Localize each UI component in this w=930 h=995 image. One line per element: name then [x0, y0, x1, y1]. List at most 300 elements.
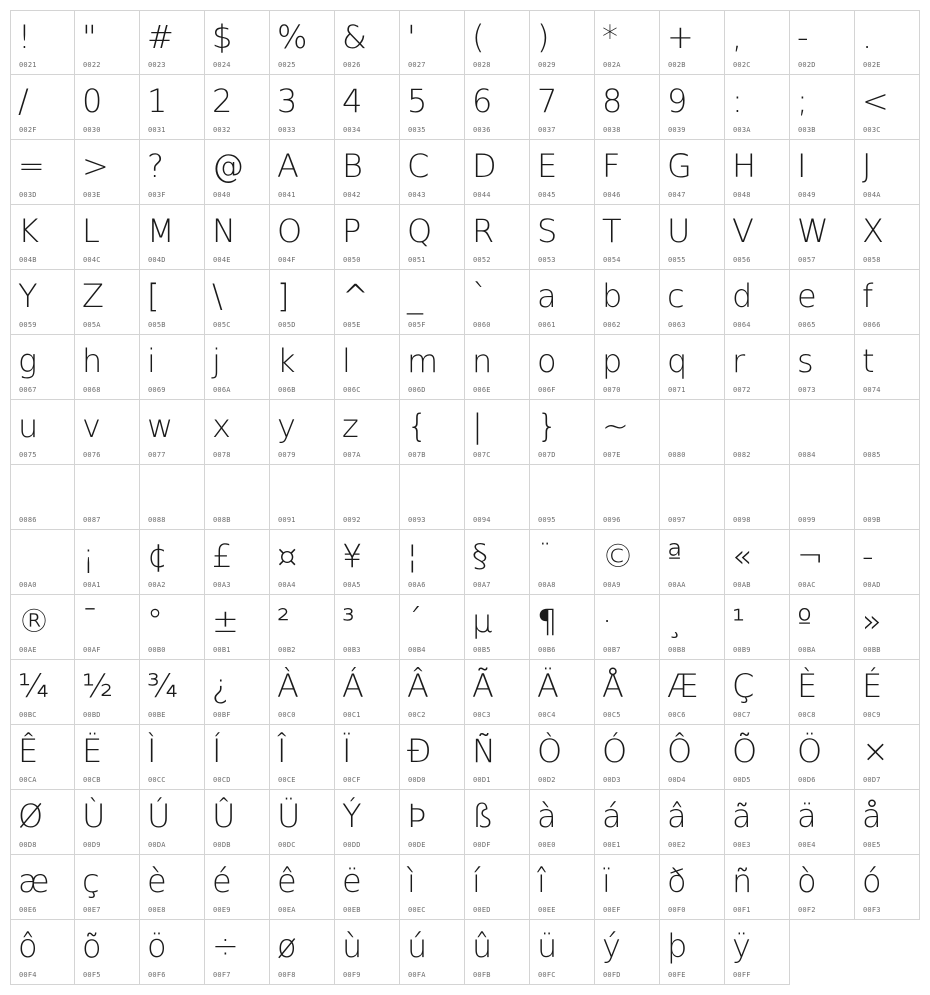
glyph-cell[interactable]: [140, 335, 205, 400]
glyph-cell[interactable]: [725, 790, 790, 855]
glyph-cell[interactable]: [465, 400, 530, 465]
glyph-cell[interactable]: [790, 530, 855, 595]
glyph-cell[interactable]: [335, 270, 400, 335]
glyph-codepoint: 0021: [19, 61, 37, 69]
glyph-cell[interactable]: [270, 790, 335, 855]
glyph-cell[interactable]: [270, 205, 335, 270]
glyph-cell[interactable]: [75, 400, 140, 465]
glyph-cell[interactable]: [660, 140, 725, 205]
glyph-char: ·: [602, 602, 613, 640]
glyph-cell[interactable]: [465, 790, 530, 855]
glyph-codepoint: 0087: [83, 516, 101, 524]
glyph-cell[interactable]: [75, 790, 140, 855]
glyph-cell[interactable]: [335, 465, 400, 530]
glyph-cell[interactable]: [595, 790, 660, 855]
glyph-cell[interactable]: [140, 790, 205, 855]
glyph-cell[interactable]: [595, 75, 660, 140]
glyph-cell[interactable]: [400, 790, 465, 855]
glyph-codepoint: 0084: [798, 451, 816, 459]
glyph-cell[interactable]: [855, 465, 920, 530]
glyph-cell[interactable]: [530, 790, 595, 855]
glyph-codepoint: 00DE: [408, 841, 426, 849]
glyph-cell[interactable]: [10, 595, 75, 660]
glyph-char: ¬: [797, 537, 824, 575]
glyph-cell[interactable]: [790, 790, 855, 855]
glyph-codepoint: 0031: [148, 126, 166, 134]
glyph-cell[interactable]: [530, 465, 595, 530]
glyph-cell[interactable]: [140, 725, 205, 790]
glyph-cell[interactable]: [595, 595, 660, 660]
glyph-cell[interactable]: [790, 465, 855, 530]
glyph-codepoint: 00A0: [19, 581, 37, 589]
glyph-cell[interactable]: [335, 335, 400, 400]
glyph-cell[interactable]: [335, 10, 400, 75]
glyph-cell[interactable]: [660, 855, 725, 920]
glyph-cell[interactable]: [725, 140, 790, 205]
glyph-cell[interactable]: [205, 725, 270, 790]
glyph-cell[interactable]: [400, 140, 465, 205]
glyph-cell[interactable]: [855, 725, 920, 790]
glyph-cell[interactable]: [855, 660, 920, 725]
glyph-cell[interactable]: [660, 465, 725, 530]
glyph-codepoint: 00CA: [19, 776, 37, 784]
glyph-char: ©: [602, 537, 634, 575]
glyph-cell[interactable]: [205, 205, 270, 270]
glyph-cell[interactable]: [530, 400, 595, 465]
glyph-cell[interactable]: [855, 205, 920, 270]
glyph-char: ×: [862, 732, 889, 770]
glyph-cell[interactable]: [205, 920, 270, 985]
glyph-cell[interactable]: [530, 855, 595, 920]
glyph-char: A: [277, 147, 299, 185]
glyph-cell[interactable]: [530, 530, 595, 595]
glyph-cell[interactable]: [660, 530, 725, 595]
glyph-cell[interactable]: [10, 140, 75, 205]
glyph-cell[interactable]: [790, 855, 855, 920]
glyph-cell[interactable]: [790, 75, 855, 140]
glyph-char: ý: [602, 927, 621, 965]
glyph-cell[interactable]: [465, 855, 530, 920]
glyph-cell[interactable]: [10, 920, 75, 985]
glyph-cell[interactable]: [10, 725, 75, 790]
glyph-cell[interactable]: [10, 530, 75, 595]
glyph-char: ¨: [537, 537, 553, 575]
glyph-cell[interactable]: [400, 725, 465, 790]
glyph-char: Ò: [537, 732, 563, 770]
glyph-char: ^: [342, 277, 369, 315]
glyph-cell[interactable]: [530, 10, 595, 75]
glyph-char: !: [18, 18, 31, 56]
glyph-cell[interactable]: [10, 790, 75, 855]
glyph-codepoint: 00F1: [733, 906, 751, 914]
glyph-codepoint: 00BA: [798, 646, 816, 654]
glyph-char: µ: [472, 602, 493, 640]
glyph-cell[interactable]: [725, 335, 790, 400]
glyph-codepoint: 0068: [83, 386, 101, 394]
glyph-codepoint: 00AB: [733, 581, 751, 589]
glyph-char: L: [82, 212, 100, 250]
glyph-cell[interactable]: [270, 855, 335, 920]
glyph-cell[interactable]: [465, 205, 530, 270]
glyph-codepoint: 004F: [278, 256, 296, 264]
glyph-cell[interactable]: [140, 10, 205, 75]
glyph-cell[interactable]: [270, 725, 335, 790]
glyph-cell[interactable]: [335, 790, 400, 855]
glyph-char: Z: [82, 277, 104, 315]
glyph-cell[interactable]: [595, 400, 660, 465]
glyph-cell[interactable]: [660, 270, 725, 335]
glyph-cell[interactable]: [400, 75, 465, 140]
glyph-cell[interactable]: [465, 270, 530, 335]
glyph-cell[interactable]: [205, 10, 270, 75]
glyph-cell[interactable]: [725, 465, 790, 530]
glyph-cell[interactable]: [335, 205, 400, 270]
glyph-cell[interactable]: [270, 920, 335, 985]
glyph-cell[interactable]: [400, 335, 465, 400]
glyph-cell[interactable]: [335, 855, 400, 920]
glyph-cell[interactable]: [335, 140, 400, 205]
glyph-cell[interactable]: [790, 10, 855, 75]
glyph-cell[interactable]: [335, 725, 400, 790]
glyph-cell[interactable]: [400, 530, 465, 595]
glyph-cell[interactable]: [335, 75, 400, 140]
glyph-codepoint: 004A: [863, 191, 881, 199]
glyph-cell[interactable]: [530, 335, 595, 400]
glyph-cell[interactable]: [205, 465, 270, 530]
glyph-cell[interactable]: [205, 270, 270, 335]
glyph-cell[interactable]: [790, 270, 855, 335]
glyph-cell[interactable]: [790, 660, 855, 725]
glyph-cell[interactable]: [400, 595, 465, 660]
glyph-char: Ü: [277, 797, 301, 835]
glyph-codepoint: 005C: [213, 321, 231, 329]
glyph-cell[interactable]: [725, 10, 790, 75]
glyph-cell[interactable]: [140, 205, 205, 270]
glyph-cell[interactable]: [75, 530, 140, 595]
glyph-char: /: [18, 82, 29, 120]
glyph-codepoint: 003D: [19, 191, 37, 199]
glyph-char: â: [667, 797, 687, 835]
glyph-cell[interactable]: [10, 270, 75, 335]
glyph-char: Ú: [147, 797, 171, 835]
glyph-cell[interactable]: [75, 10, 140, 75]
glyph-cell[interactable]: [530, 595, 595, 660]
glyph-cell[interactable]: [335, 595, 400, 660]
glyph-codepoint: 005E: [343, 321, 361, 329]
glyph-cell[interactable]: [465, 335, 530, 400]
glyph-cell[interactable]: [790, 400, 855, 465]
glyph-codepoint: 00DC: [278, 841, 296, 849]
glyph-cell[interactable]: [10, 400, 75, 465]
glyph-codepoint: 00D7: [863, 776, 881, 784]
glyph-codepoint: 00D5: [733, 776, 751, 784]
glyph-cell[interactable]: [790, 595, 855, 660]
glyph-cell[interactable]: [270, 335, 335, 400]
glyph-codepoint: 003B: [798, 126, 816, 134]
glyph-cell[interactable]: [140, 140, 205, 205]
glyph-codepoint: 00EB: [343, 906, 361, 914]
glyph-char: [: [147, 277, 160, 315]
glyph-cell[interactable]: [140, 595, 205, 660]
glyph-codepoint: 00BF: [213, 711, 231, 719]
glyph-cell[interactable]: [465, 660, 530, 725]
glyph-char: É: [862, 667, 883, 705]
glyph-cell[interactable]: [205, 530, 270, 595]
glyph-cell[interactable]: [10, 855, 75, 920]
glyph-cell[interactable]: [400, 10, 465, 75]
glyph-cell[interactable]: [595, 920, 660, 985]
glyph-codepoint: 00B8: [668, 646, 686, 654]
glyph-cell[interactable]: [140, 920, 205, 985]
glyph-char: Ñ: [472, 732, 496, 770]
glyph-char: I: [797, 147, 807, 185]
glyph-cell[interactable]: [855, 140, 920, 205]
glyph-codepoint: 006A: [213, 386, 231, 394]
glyph-char: ²: [277, 602, 290, 640]
glyph-cell[interactable]: [75, 920, 140, 985]
glyph-cell[interactable]: [205, 660, 270, 725]
glyph-codepoint: 0054: [603, 256, 621, 264]
glyph-cell[interactable]: [465, 75, 530, 140]
glyph-cell[interactable]: [335, 920, 400, 985]
glyph-cell[interactable]: [140, 400, 205, 465]
glyph-char: i: [147, 342, 156, 380]
glyph-cell[interactable]: [75, 270, 140, 335]
glyph-cell[interactable]: [270, 465, 335, 530]
glyph-char: P: [342, 212, 362, 250]
glyph-cell[interactable]: [140, 660, 205, 725]
glyph-codepoint: 006E: [473, 386, 491, 394]
glyph-cell[interactable]: [530, 920, 595, 985]
glyph-cell[interactable]: [75, 660, 140, 725]
glyph-codepoint: 00D2: [538, 776, 556, 784]
glyph-char: Æ: [667, 667, 699, 705]
glyph-char: ]: [277, 277, 290, 315]
glyph-cell[interactable]: [595, 205, 660, 270]
glyph-cell[interactable]: [660, 205, 725, 270]
glyph-codepoint: 00BD: [83, 711, 101, 719]
glyph-char: ó: [862, 862, 882, 900]
glyph-cell[interactable]: [400, 270, 465, 335]
glyph-cell[interactable]: [270, 595, 335, 660]
glyph-codepoint: 00E8: [148, 906, 166, 914]
glyph-cell[interactable]: [270, 400, 335, 465]
glyph-cell[interactable]: [465, 140, 530, 205]
glyph-cell[interactable]: [400, 465, 465, 530]
glyph-char: ½: [82, 667, 114, 705]
glyph-cell[interactable]: [725, 400, 790, 465]
glyph-codepoint: 00FD: [603, 971, 621, 979]
glyph-cell[interactable]: [660, 595, 725, 660]
glyph-cell[interactable]: [725, 75, 790, 140]
glyph-cell[interactable]: [725, 530, 790, 595]
glyph-cell[interactable]: [140, 270, 205, 335]
glyph-cell[interactable]: [790, 140, 855, 205]
glyph-codepoint: 007C: [473, 451, 491, 459]
glyph-cell[interactable]: [75, 140, 140, 205]
glyph-codepoint: 007D: [538, 451, 556, 459]
glyph-codepoint: 0024: [213, 61, 231, 69]
glyph-cell[interactable]: [530, 660, 595, 725]
glyph-cell[interactable]: [140, 855, 205, 920]
glyph-cell[interactable]: [725, 725, 790, 790]
glyph-cell[interactable]: [270, 140, 335, 205]
glyph-char: û: [472, 927, 493, 965]
glyph-char: «: [732, 537, 752, 575]
glyph-cell[interactable]: [790, 335, 855, 400]
glyph-cell[interactable]: [530, 140, 595, 205]
glyph-cell[interactable]: [465, 530, 530, 595]
glyph-cell[interactable]: [205, 140, 270, 205]
glyph-cell[interactable]: [660, 725, 725, 790]
glyph-cell[interactable]: [790, 205, 855, 270]
glyph-codepoint: 00C1: [343, 711, 361, 719]
glyph-codepoint: 0041: [278, 191, 296, 199]
glyph-cell[interactable]: [660, 10, 725, 75]
glyph-cell[interactable]: [530, 75, 595, 140]
glyph-cell[interactable]: [660, 75, 725, 140]
glyph-char: 0: [82, 82, 103, 120]
glyph-cell[interactable]: [10, 335, 75, 400]
glyph-cell[interactable]: [725, 855, 790, 920]
glyph-char: ¾: [147, 667, 179, 705]
glyph-cell[interactable]: [10, 660, 75, 725]
glyph-cell[interactable]: [270, 10, 335, 75]
glyph-cell[interactable]: [855, 855, 920, 920]
glyph-char: $: [212, 18, 233, 56]
glyph-cell[interactable]: [660, 335, 725, 400]
glyph-cell[interactable]: [595, 270, 660, 335]
glyph-codepoint: 00EC: [408, 906, 426, 914]
glyph-char: x: [212, 407, 231, 445]
glyph-cell[interactable]: [855, 270, 920, 335]
glyph-cell[interactable]: [855, 530, 920, 595]
glyph-cell[interactable]: [595, 660, 660, 725]
glyph-char: }: [537, 407, 558, 445]
glyph-cell[interactable]: [400, 855, 465, 920]
glyph-codepoint: 0048: [733, 191, 751, 199]
glyph-codepoint: 00BB: [863, 646, 881, 654]
glyph-cell[interactable]: [75, 75, 140, 140]
glyph-cell[interactable]: [595, 140, 660, 205]
glyph-char: q: [667, 342, 688, 380]
glyph-codepoint: 0029: [538, 61, 556, 69]
glyph-cell[interactable]: [270, 75, 335, 140]
glyph-codepoint: 0026: [343, 61, 361, 69]
glyph-cell[interactable]: [335, 400, 400, 465]
glyph-cell[interactable]: [725, 660, 790, 725]
glyph-cell[interactable]: [75, 725, 140, 790]
glyph-codepoint: 00C3: [473, 711, 491, 719]
glyph-cell[interactable]: [660, 660, 725, 725]
glyph-cell[interactable]: [205, 75, 270, 140]
glyph-cell[interactable]: [725, 920, 790, 985]
glyph-cell[interactable]: [270, 660, 335, 725]
glyph-cell[interactable]: [530, 270, 595, 335]
glyph-cell[interactable]: [465, 10, 530, 75]
glyph-cell[interactable]: [595, 530, 660, 595]
glyph-cell[interactable]: [595, 10, 660, 75]
glyph-cell[interactable]: [855, 595, 920, 660]
glyph-cell[interactable]: [75, 855, 140, 920]
glyph-cell[interactable]: [855, 75, 920, 140]
glyph-char: ¸: [667, 602, 683, 640]
glyph-cell[interactable]: [205, 855, 270, 920]
glyph-cell[interactable]: [75, 205, 140, 270]
glyph-cell[interactable]: [75, 595, 140, 660]
glyph-cell[interactable]: [725, 270, 790, 335]
glyph-cell[interactable]: [400, 205, 465, 270]
glyph-codepoint: 002C: [733, 61, 751, 69]
glyph-cell[interactable]: [595, 855, 660, 920]
glyph-cell[interactable]: [790, 725, 855, 790]
glyph-cell[interactable]: [595, 725, 660, 790]
glyph-cell[interactable]: [660, 790, 725, 855]
glyph-codepoint: 00DA: [148, 841, 166, 849]
glyph-cell[interactable]: [855, 400, 920, 465]
glyph-codepoint: 00E4: [798, 841, 816, 849]
glyph-cell[interactable]: [595, 465, 660, 530]
glyph-cell[interactable]: [10, 205, 75, 270]
glyph-cell[interactable]: [660, 400, 725, 465]
glyph-cell[interactable]: [725, 205, 790, 270]
glyph-cell[interactable]: [335, 660, 400, 725]
glyph-cell[interactable]: [465, 725, 530, 790]
glyph-cell[interactable]: [465, 920, 530, 985]
glyph-cell[interactable]: [855, 10, 920, 75]
glyph-cell[interactable]: [400, 920, 465, 985]
glyph-cell[interactable]: [335, 530, 400, 595]
glyph-codepoint: 0076: [83, 451, 101, 459]
glyph-cell[interactable]: [10, 465, 75, 530]
glyph-cell[interactable]: [270, 530, 335, 595]
glyph-codepoint: 0058: [863, 256, 881, 264]
glyph-codepoint: 00A7: [473, 581, 491, 589]
glyph-cell[interactable]: [75, 465, 140, 530]
glyph-cell[interactable]: [205, 595, 270, 660]
glyph-codepoint: 0095: [538, 516, 556, 524]
glyph-cell[interactable]: [205, 400, 270, 465]
glyph-cell[interactable]: [595, 335, 660, 400]
glyph-cell[interactable]: [140, 530, 205, 595]
glyph-codepoint: 00BC: [19, 711, 37, 719]
glyph-cell[interactable]: [10, 75, 75, 140]
glyph-codepoint: 00A2: [148, 581, 166, 589]
glyph-cell[interactable]: [530, 725, 595, 790]
glyph-cell[interactable]: [140, 75, 205, 140]
glyph-cell[interactable]: [660, 920, 725, 985]
glyph-char: .: [862, 18, 873, 56]
glyph-cell[interactable]: [140, 465, 205, 530]
glyph-cell[interactable]: [855, 335, 920, 400]
glyph-cell[interactable]: [530, 205, 595, 270]
glyph-cell[interactable]: [400, 400, 465, 465]
glyph-cell[interactable]: [270, 270, 335, 335]
glyph-char: @: [212, 147, 244, 185]
glyph-cell[interactable]: [465, 465, 530, 530]
glyph-cell[interactable]: [725, 595, 790, 660]
glyph-codepoint: 0033: [278, 126, 296, 134]
glyph-cell[interactable]: [855, 790, 920, 855]
glyph-cell[interactable]: [10, 10, 75, 75]
glyph-codepoint: 0079: [278, 451, 296, 459]
glyph-cell[interactable]: [465, 595, 530, 660]
glyph-cell[interactable]: [205, 790, 270, 855]
glyph-cell[interactable]: [400, 660, 465, 725]
glyph-cell[interactable]: [205, 335, 270, 400]
glyph-char: Ë: [82, 732, 103, 770]
glyph-cell[interactable]: [75, 335, 140, 400]
